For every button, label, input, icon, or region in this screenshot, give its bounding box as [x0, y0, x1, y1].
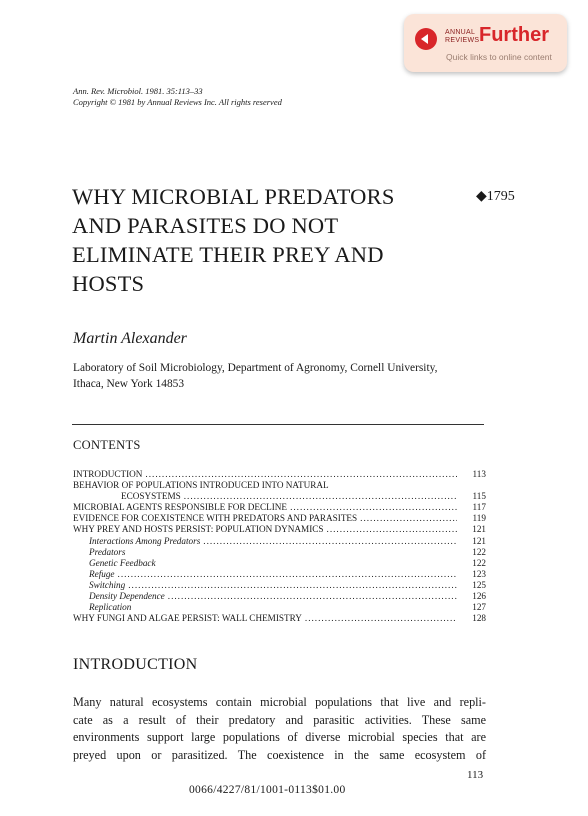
toc-entry[interactable]: ECOSYSTEMS ..... 115: [73, 491, 486, 502]
toc-entry[interactable]: INTRODUCTION ..... 113: [73, 469, 486, 480]
section-heading: INTRODUCTION: [73, 656, 198, 673]
toc-subentry[interactable]: Refuge ..... 123: [73, 569, 486, 580]
author-affiliation: Laboratory of Soil Microbiology, Department of Agronomy, Cornell University, Ithaca, New York 14853: [73, 362, 438, 390]
title-line: ELIMINATE THEIR PREY AND: [72, 242, 384, 267]
copyright-line: Copyright © 1981 by Annual Reviews Inc. All rights reserved: [73, 97, 282, 107]
divider: [72, 424, 484, 425]
page-number: 113: [467, 769, 484, 781]
body-line: environments support large populations of diverse microbial species that are: [73, 730, 486, 744]
title-line: AND PARASITES DO NOT: [72, 213, 339, 238]
toc-subentry[interactable]: Interactions Among Predators ..... 121: [73, 536, 486, 547]
toc-subentry[interactable]: Predators 122: [89, 546, 486, 557]
body-line: preyed upon or parasitized. The coexistence in the same ecosystem of: [73, 747, 486, 762]
body-line: cate as a result of their predatory and parasitic activities. These same: [73, 712, 486, 727]
contents-heading: CONTENTS: [73, 438, 141, 452]
toc-subentry[interactable]: Replication 127: [89, 602, 486, 613]
document-code: 0066/4227/81/1001-0113$01.00: [189, 784, 346, 796]
article-marker: ◆1795: [476, 189, 515, 204]
body-line: Many natural ecosystems contain microbial populations that live and repli-: [73, 695, 486, 709]
further-label: Further: [479, 24, 549, 46]
toc-entry[interactable]: MICROBIAL AGENTS RESPONSIBLE FOR DECLINE ..... 117: [73, 502, 486, 513]
title-line: HOSTS: [72, 271, 145, 296]
toc-subentry[interactable]: Density Dependence ..... 126: [73, 591, 486, 602]
table-of-contents: [73, 469, 486, 624]
toc-subentry[interactable]: Genetic Feedback 122: [89, 557, 486, 568]
annual-reviews-wordmark: ANNUAL REVIEWS: [445, 29, 480, 44]
further-badge[interactable]: [404, 14, 567, 72]
annual-reviews-logo-icon: [415, 28, 437, 50]
journal-citation: [73, 86, 282, 108]
author-name: Martin Alexander: [73, 330, 187, 347]
toc-entry[interactable]: EVIDENCE FOR COEXISTENCE WITH PREDATORS AND PARASITES ..... 119: [73, 513, 486, 524]
toc-entry[interactable]: WHY FUNGI AND ALGAE PERSIST: WALL CHEMISTRY ..... 128: [73, 613, 486, 624]
toc-entry[interactable]: WHY PREY AND HOSTS PERSIST: POPULATION DYNAMICS ..... 121: [73, 524, 486, 535]
quick-links-text: Quick links to online content: [446, 52, 552, 62]
title-line: WHY MICROBIAL PREDATORS: [72, 184, 395, 209]
article-title: [72, 182, 442, 298]
toc-subentry[interactable]: Switching ..... 125: [73, 580, 486, 591]
body-paragraph: [73, 694, 486, 764]
citation-line: Ann. Rev. Microbiol. 1981. 35:113–33: [73, 86, 203, 96]
toc-entry[interactable]: BEHAVIOR OF POPULATIONS INTRODUCED INTO NATURAL: [73, 480, 329, 491]
